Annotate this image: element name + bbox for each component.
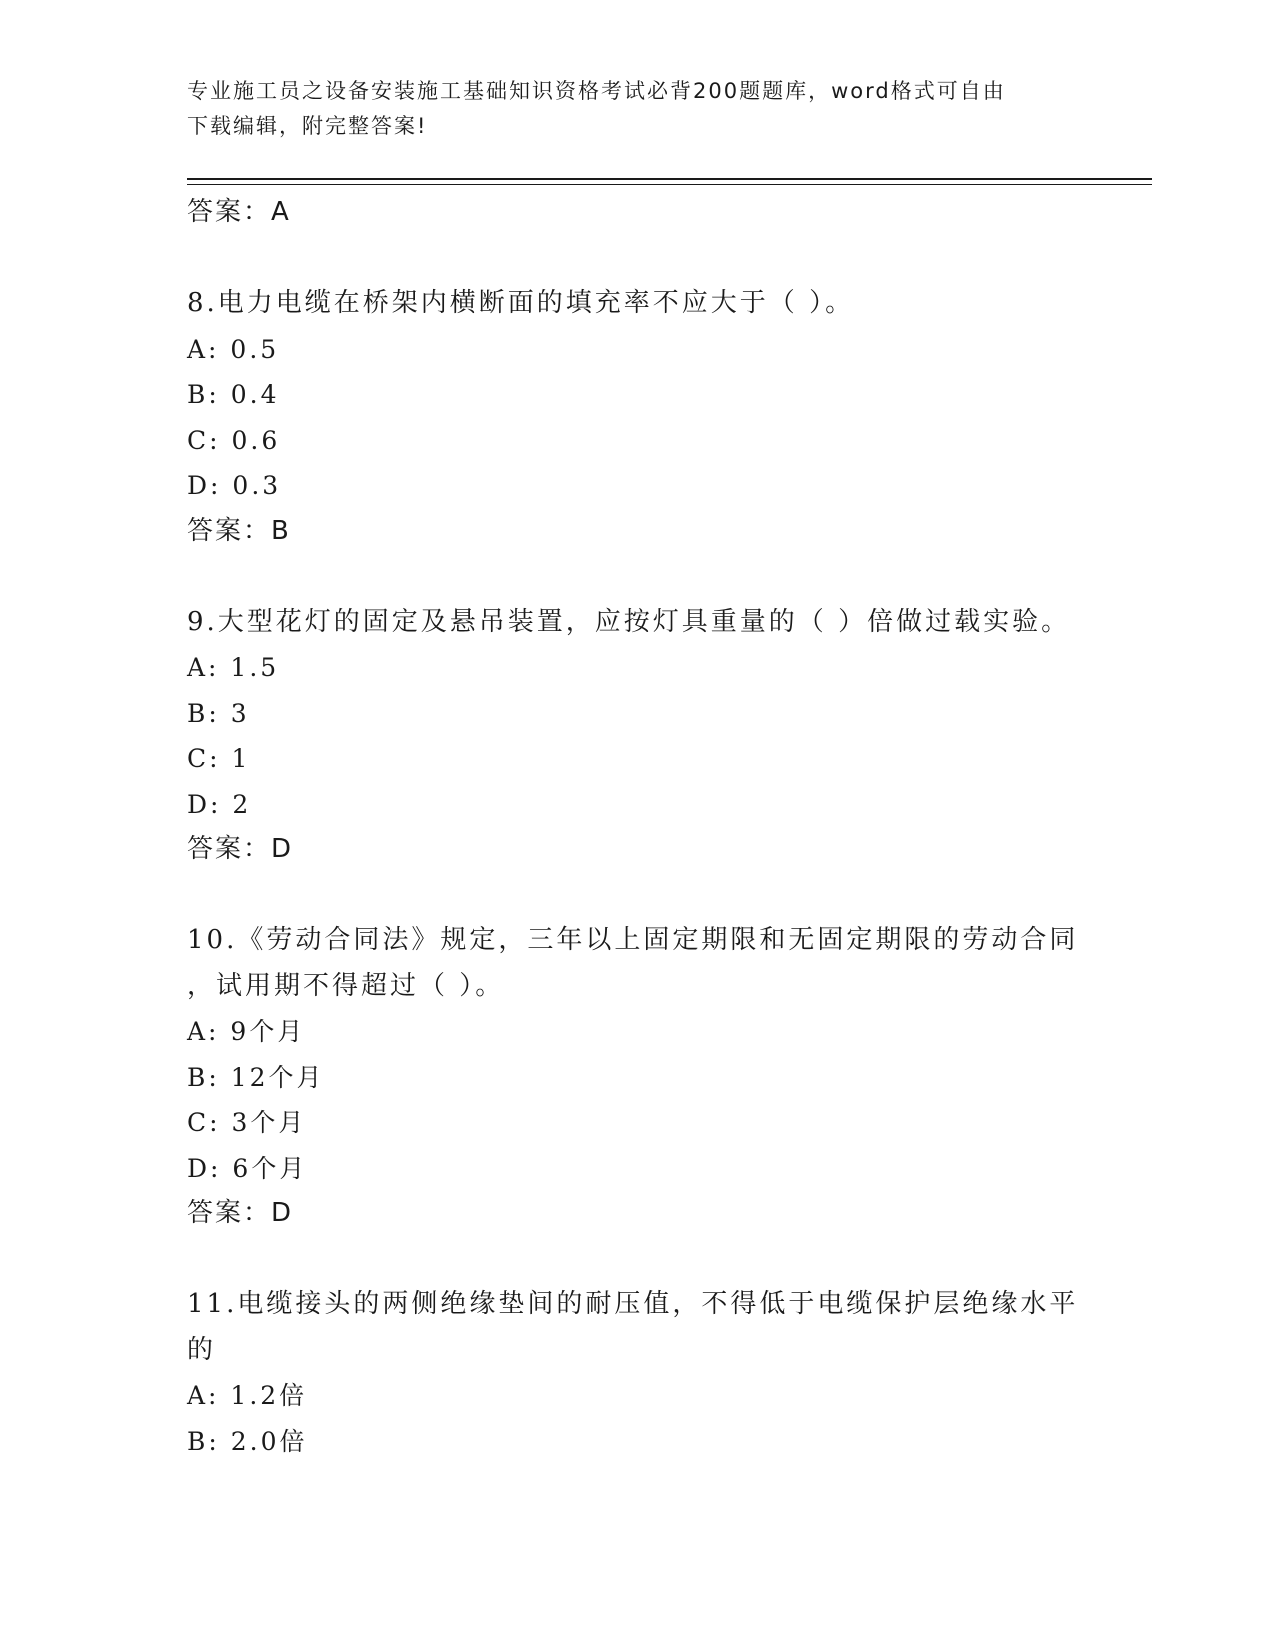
option-c: C: 1 bbox=[187, 744, 251, 773]
question-item bbox=[187, 600, 1087, 873]
option-b: B: 3 bbox=[187, 698, 250, 728]
question-text-line-1: 10.《劳动合同法》规定，三年以上固定期限和无固定期限的劳动合同 bbox=[187, 925, 1079, 955]
question-text: 9.大型花灯的固定及悬吊装置，应按灯具重量的（ ）倍做过载实验。 bbox=[187, 606, 1071, 637]
question-text: 8.电力电缆在桥架内横断面的填充率不应大于（ ）。 bbox=[187, 288, 855, 318]
question-text-line-2: 的 bbox=[187, 1334, 217, 1365]
option-a: A: 0.5 bbox=[187, 334, 280, 364]
option-a: A: 1.5 bbox=[187, 653, 280, 682]
header-divider-thick bbox=[187, 178, 1152, 180]
answer-text: 答案：D bbox=[187, 1198, 294, 1228]
option-a: A: 1.2倍 bbox=[187, 1381, 308, 1410]
option-b: B: 0.4 bbox=[187, 380, 280, 409]
option-b: B: 12个月 bbox=[187, 1062, 325, 1092]
document-header bbox=[187, 74, 1087, 144]
header-title-line-1: 专业施工员之设备安装施工基础知识资格考试必背200题题库，word格式可自由 bbox=[187, 79, 1006, 103]
spacer bbox=[187, 1237, 1087, 1283]
question-list bbox=[187, 190, 1087, 1464]
question-text-line-1: 11.电缆接头的两侧绝缘垫间的耐压值，不得低于电缆保护层绝缘水平 bbox=[187, 1289, 1079, 1319]
header-title-line-2: 下载编辑，附完整答案! bbox=[187, 114, 428, 138]
spacer bbox=[187, 236, 1087, 282]
option-a: A: 9个月 bbox=[187, 1017, 306, 1046]
spacer bbox=[187, 554, 1087, 600]
header-divider-thin bbox=[187, 184, 1152, 185]
question-item bbox=[187, 1282, 1087, 1464]
answer-text: 答案：B bbox=[187, 515, 291, 546]
question-item bbox=[187, 281, 1087, 554]
option-b: B: 2.0倍 bbox=[187, 1426, 308, 1456]
previous-answer: 答案：A bbox=[187, 197, 291, 227]
option-c: C: 0.6 bbox=[187, 425, 281, 455]
answer-text: 答案：D bbox=[187, 834, 294, 864]
option-d: D: 2 bbox=[187, 789, 252, 819]
option-d: D: 0.3 bbox=[187, 471, 282, 500]
question-text-line-2: ，试用期不得超过（ ）。 bbox=[187, 970, 505, 1001]
question-item bbox=[187, 918, 1087, 1237]
option-d: D: 6个月 bbox=[187, 1153, 308, 1183]
option-c: C: 3个月 bbox=[187, 1108, 307, 1137]
spacer bbox=[187, 873, 1087, 919]
